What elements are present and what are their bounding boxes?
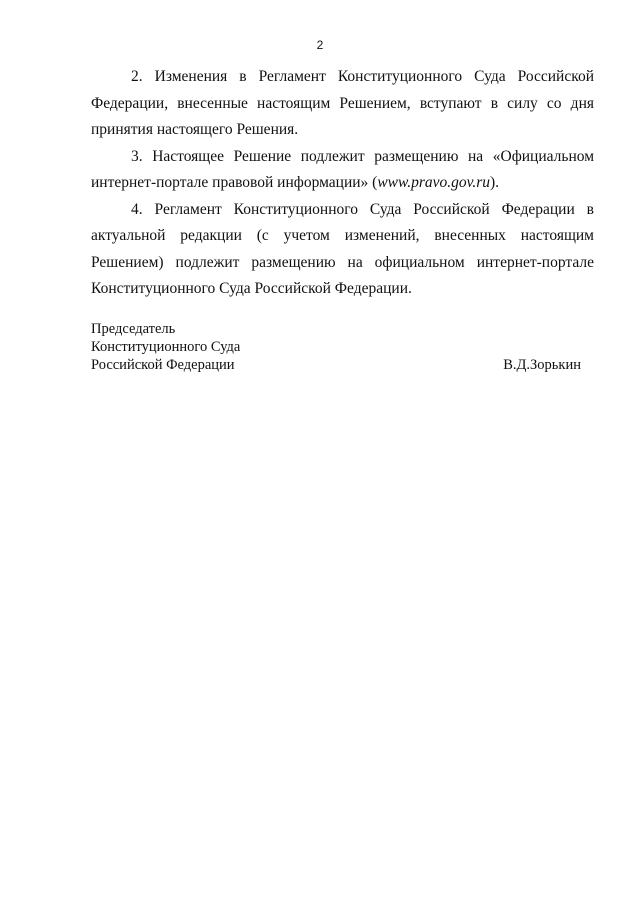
paragraph-3-text: 3. Настоящее Решение подлежит размещению на «Официальном интернет-портале правовой информации» ( xyxy=(91,147,594,191)
signatory-title-line-2: Конституционного Суда xyxy=(91,339,241,355)
paragraph-2: 2. Изменения в Регламент Конституционного Суда Российской Федерации, внесенные настоящим Решением, вступают в силу со дня принятия настоящего Решения. xyxy=(91,68,594,138)
signature-block xyxy=(91,320,581,374)
paragraph-3-tail: ). xyxy=(490,174,500,191)
signatory-title-line-1: Председатель xyxy=(91,321,176,337)
website-link[interactable]: www.pravo.gov.ru xyxy=(377,174,491,191)
document-body xyxy=(91,64,594,303)
signatory-title-line-3: Российской Федерации xyxy=(91,357,235,373)
page-number: 2 xyxy=(316,38,324,52)
paragraph-3 xyxy=(91,144,594,197)
paragraph-4: 4. Регламент Конституционного Суда Российской Федерации в актуальной редакции (с учетом изменений, внесенных настоящим Решением) подлежит размещению на официальном интернет-портале Конституционного Суда Российской Федерации. xyxy=(91,200,594,297)
signatory-name: В.Д.Зорькин xyxy=(503,357,581,373)
signatory-row xyxy=(91,356,581,374)
